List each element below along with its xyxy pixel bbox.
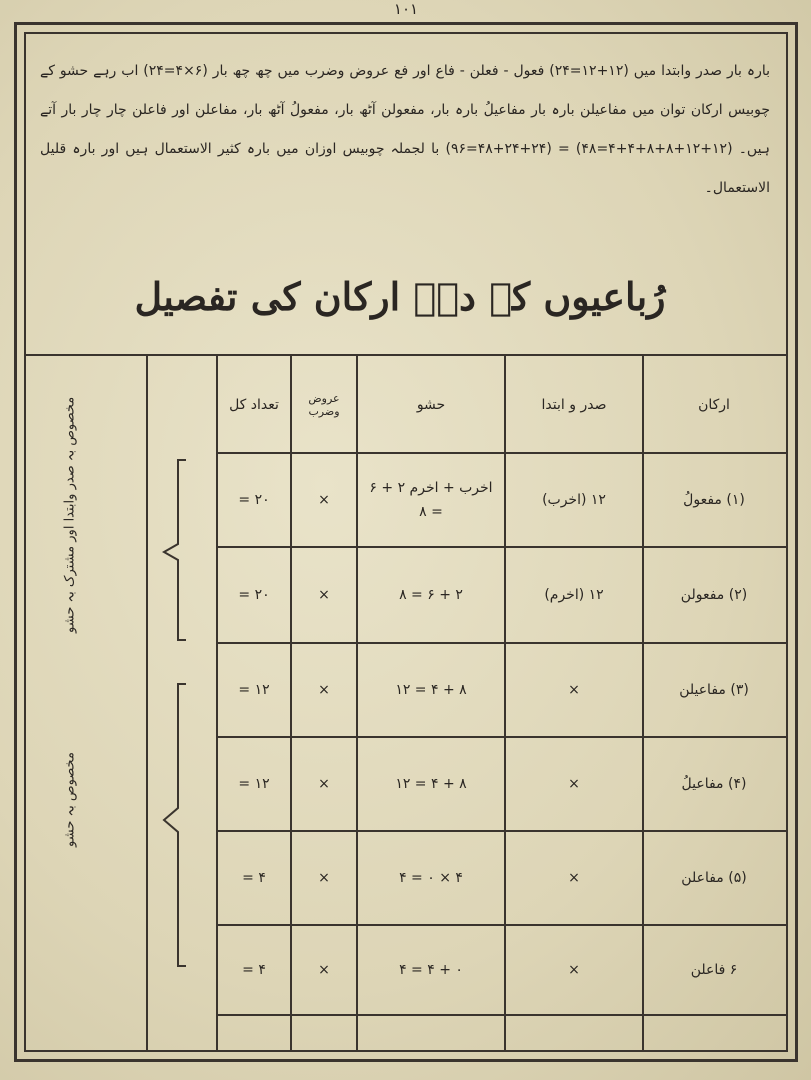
row4-total: ۱۲ = [238, 776, 270, 792]
row3-aruz: × [318, 682, 330, 698]
intro-paragraph: بارہ بار صدر وابتدا میں (۱۲+۱۲=۲۴) فعول - فعلن - فاع اور فع عروض وضرب میں چھ چھ بار (۶×۴=۲۴) اب رہے حشو کے چوبیس ارکان توان میں مفاعیلن بارہ بار مفاعیلُ بارہ بار، مفعولن آٹھ بار، مفعولُ آٹھ بار، مفاعلن اور فاعلن چار چار بار آتے ہیں۔ (۱۲+۱۲+۸+۸+۴+۴=۴۸) = (۲۴+۲۴+۴۸=۹۶) با لجملہ چوبیس اوزان میں بارہ کثیر الاستعمال ہیں اور بارہ قلیل الاستعمال۔ [40, 63, 771, 196]
brace-group-2 [156, 680, 216, 970]
row5-hashw: ۴ × ۰ = ۴ [399, 870, 463, 886]
row3-sadr: × [568, 682, 580, 698]
row5-aruz: × [318, 870, 330, 886]
row5-arkan: (۵) مفاعلن [681, 870, 747, 886]
row6-sadr: × [568, 962, 580, 978]
row2-arkan: (۲) مفعولن [680, 587, 748, 603]
header-hashw: حشو [416, 397, 446, 413]
page-number: ۱۰۱ [393, 0, 419, 18]
header-arkan: ارکان [698, 397, 730, 413]
header-aruz: عروض وضرب [308, 392, 340, 418]
row3-total: ۱۲ = [238, 682, 270, 698]
row2-total: ۲۰ = [238, 587, 270, 603]
row1-arkan: (۱) مفعولُ [683, 492, 745, 508]
row1-hashw: اخرب + اخرم ۲ + ۶ = ۸ [369, 480, 493, 520]
row6-aruz: × [318, 962, 330, 978]
row4-aruz: × [318, 776, 330, 792]
row4-sadr: × [568, 776, 580, 792]
row4-hashw: ۸ + ۴ = ۱۲ [395, 776, 467, 792]
row5-sadr: × [568, 870, 580, 886]
table-title: رُباعیوں کے دسؔ ارکان کی تفصیل [134, 274, 666, 319]
row3-arkan: (۳) مفاعیلن [679, 682, 749, 698]
header-sadr: صدر و ابتدا [541, 397, 607, 413]
brace-group-1 [156, 456, 216, 656]
row2-hashw: ۲ + ۶ = ۸ [399, 587, 463, 603]
row2-aruz: × [318, 587, 330, 603]
row5-total: ۴ = [242, 870, 266, 886]
row3-hashw: ۸ + ۴ = ۱۲ [395, 682, 467, 698]
row1-total: ۲۰ = [238, 492, 270, 508]
row2-sadr: ۱۲ (اخرم) [544, 587, 604, 603]
row4-arkan: (۴) مفاعیلُ [681, 776, 747, 792]
row6-total: ۴ = [242, 962, 266, 978]
row6-arkan: ۶ فاعلن [690, 962, 738, 978]
row1-aruz: × [318, 492, 330, 508]
header-total: تعداد کل [229, 397, 279, 413]
side-note-hashw: مخصوص بہ حشو [62, 752, 78, 848]
side-note-shared: مخصوص بہ صدر وابتدا اور مشترک بہ حشو [62, 396, 78, 634]
row6-hashw: ۰ + ۴ = ۴ [399, 962, 463, 978]
row1-sadr: ۱۲ (اخرب) [542, 492, 606, 508]
